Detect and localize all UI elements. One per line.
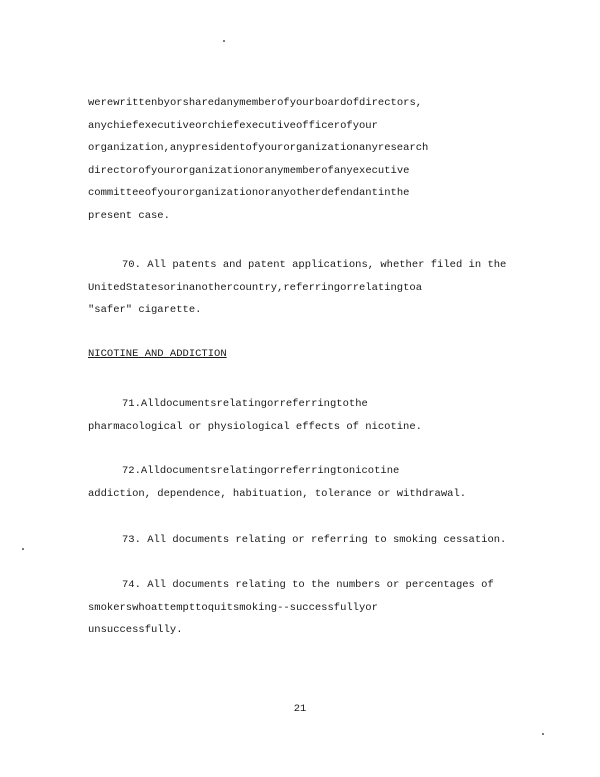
word: or — [266, 465, 280, 477]
word: member — [283, 164, 322, 177]
word: any — [88, 119, 107, 132]
word: of — [321, 164, 334, 177]
word: written — [113, 97, 158, 109]
request-item-74 — [88, 574, 532, 642]
request-item-71 — [88, 393, 532, 438]
word: or — [169, 97, 183, 109]
word: any — [264, 164, 284, 177]
word: the — [348, 398, 368, 410]
word: the — [390, 187, 410, 199]
word: of — [144, 187, 158, 199]
word: any — [270, 187, 290, 199]
text-line — [88, 160, 532, 183]
word: or — [266, 398, 280, 410]
word: your — [258, 142, 284, 154]
word: relating — [352, 281, 404, 294]
word: or — [365, 601, 378, 614]
word: member — [239, 97, 278, 109]
word: 71. — [122, 398, 141, 410]
word: successfully — [289, 601, 366, 614]
text-line: 74. All documents relating to the numbers or percentages of — [122, 579, 494, 591]
paragraph-continued — [88, 92, 532, 227]
word: documents — [159, 465, 217, 477]
text-line — [88, 92, 532, 115]
word: your — [352, 119, 378, 132]
word: of — [340, 119, 353, 132]
text-line: unsuccessfully. — [88, 624, 183, 636]
text-line: present case. — [88, 209, 170, 222]
section-heading: NICOTINE AND ADDICTION — [88, 348, 227, 360]
text-line — [88, 277, 532, 300]
word: All — [140, 398, 160, 410]
word: were — [88, 97, 114, 109]
word: in — [377, 187, 391, 199]
word: referring — [279, 465, 337, 477]
word: States — [125, 281, 164, 294]
text-line: addiction, dependence, habituation, tolerance or withdrawal. — [88, 487, 467, 500]
word: in — [176, 281, 189, 294]
word: referring — [283, 281, 341, 294]
word: quit — [207, 601, 233, 614]
text-line: "safer" cigarette. — [88, 304, 202, 316]
word: shared — [182, 97, 221, 109]
word: to — [336, 398, 349, 410]
word: any — [359, 142, 378, 154]
word: All — [140, 465, 160, 477]
word: by — [157, 97, 170, 109]
word: committee — [88, 187, 145, 199]
word: of — [245, 142, 259, 154]
word: of — [277, 97, 290, 109]
text-line — [88, 597, 532, 620]
word: research — [377, 142, 429, 154]
word: to — [195, 601, 208, 614]
request-item-73 — [88, 529, 532, 552]
word: attempt — [151, 601, 196, 614]
word: relating — [216, 465, 267, 477]
word: your — [289, 97, 315, 109]
text-line: 73. All documents relating or referring to smoking cessation. — [122, 534, 507, 546]
word: president — [188, 142, 246, 154]
text-line — [88, 137, 532, 160]
word: relating — [216, 398, 267, 410]
word: United — [88, 281, 126, 294]
word: smokers — [88, 601, 133, 614]
word: of — [138, 164, 152, 177]
text-line — [88, 115, 532, 138]
word: organization, — [88, 142, 170, 154]
word: officer — [295, 119, 341, 132]
word: defendant — [321, 187, 378, 199]
scan-speck — [542, 733, 544, 735]
word: any — [333, 164, 353, 177]
text-line: 70. All patents and patent applications, whether filed in the — [122, 259, 507, 271]
word: organization — [283, 142, 359, 154]
word: any — [220, 97, 240, 109]
word: or — [163, 281, 177, 294]
word: documents — [159, 398, 217, 410]
word: of — [346, 97, 360, 109]
word: a — [415, 281, 423, 294]
word: chief — [207, 119, 240, 132]
page-number: 21 — [293, 703, 307, 715]
word: chief — [106, 119, 139, 132]
word: your — [157, 187, 183, 199]
word: 72. — [122, 465, 141, 477]
word: smoking — [232, 601, 278, 614]
text-line — [88, 460, 532, 483]
request-item-70 — [88, 254, 532, 322]
text-line: pharmacological or physiological effects of nicotine. — [88, 420, 422, 433]
word: executive — [138, 119, 196, 132]
word: other — [289, 187, 322, 199]
word: board — [314, 97, 347, 109]
word: or — [251, 164, 265, 177]
word: director — [88, 164, 139, 177]
word: your — [151, 164, 177, 177]
word: or — [195, 119, 208, 132]
word: or — [258, 187, 271, 199]
text-line — [88, 182, 532, 205]
word: to — [403, 281, 416, 294]
scan-speck — [223, 40, 225, 42]
word: -- — [277, 601, 290, 614]
text-line — [88, 393, 532, 416]
word: referring — [279, 398, 337, 410]
word: organization — [182, 187, 259, 199]
request-item-72 — [88, 460, 532, 505]
word: country, — [232, 281, 284, 294]
word: or — [340, 281, 353, 294]
word: directors, — [359, 97, 423, 109]
word: to — [336, 465, 349, 477]
word: any — [169, 142, 189, 154]
word: another — [188, 281, 233, 294]
word: who — [132, 601, 152, 614]
word: nicotine — [348, 465, 400, 477]
word: executive — [352, 164, 410, 177]
word: organization — [176, 164, 252, 177]
scan-speck — [22, 548, 24, 550]
word: executive — [239, 119, 296, 132]
